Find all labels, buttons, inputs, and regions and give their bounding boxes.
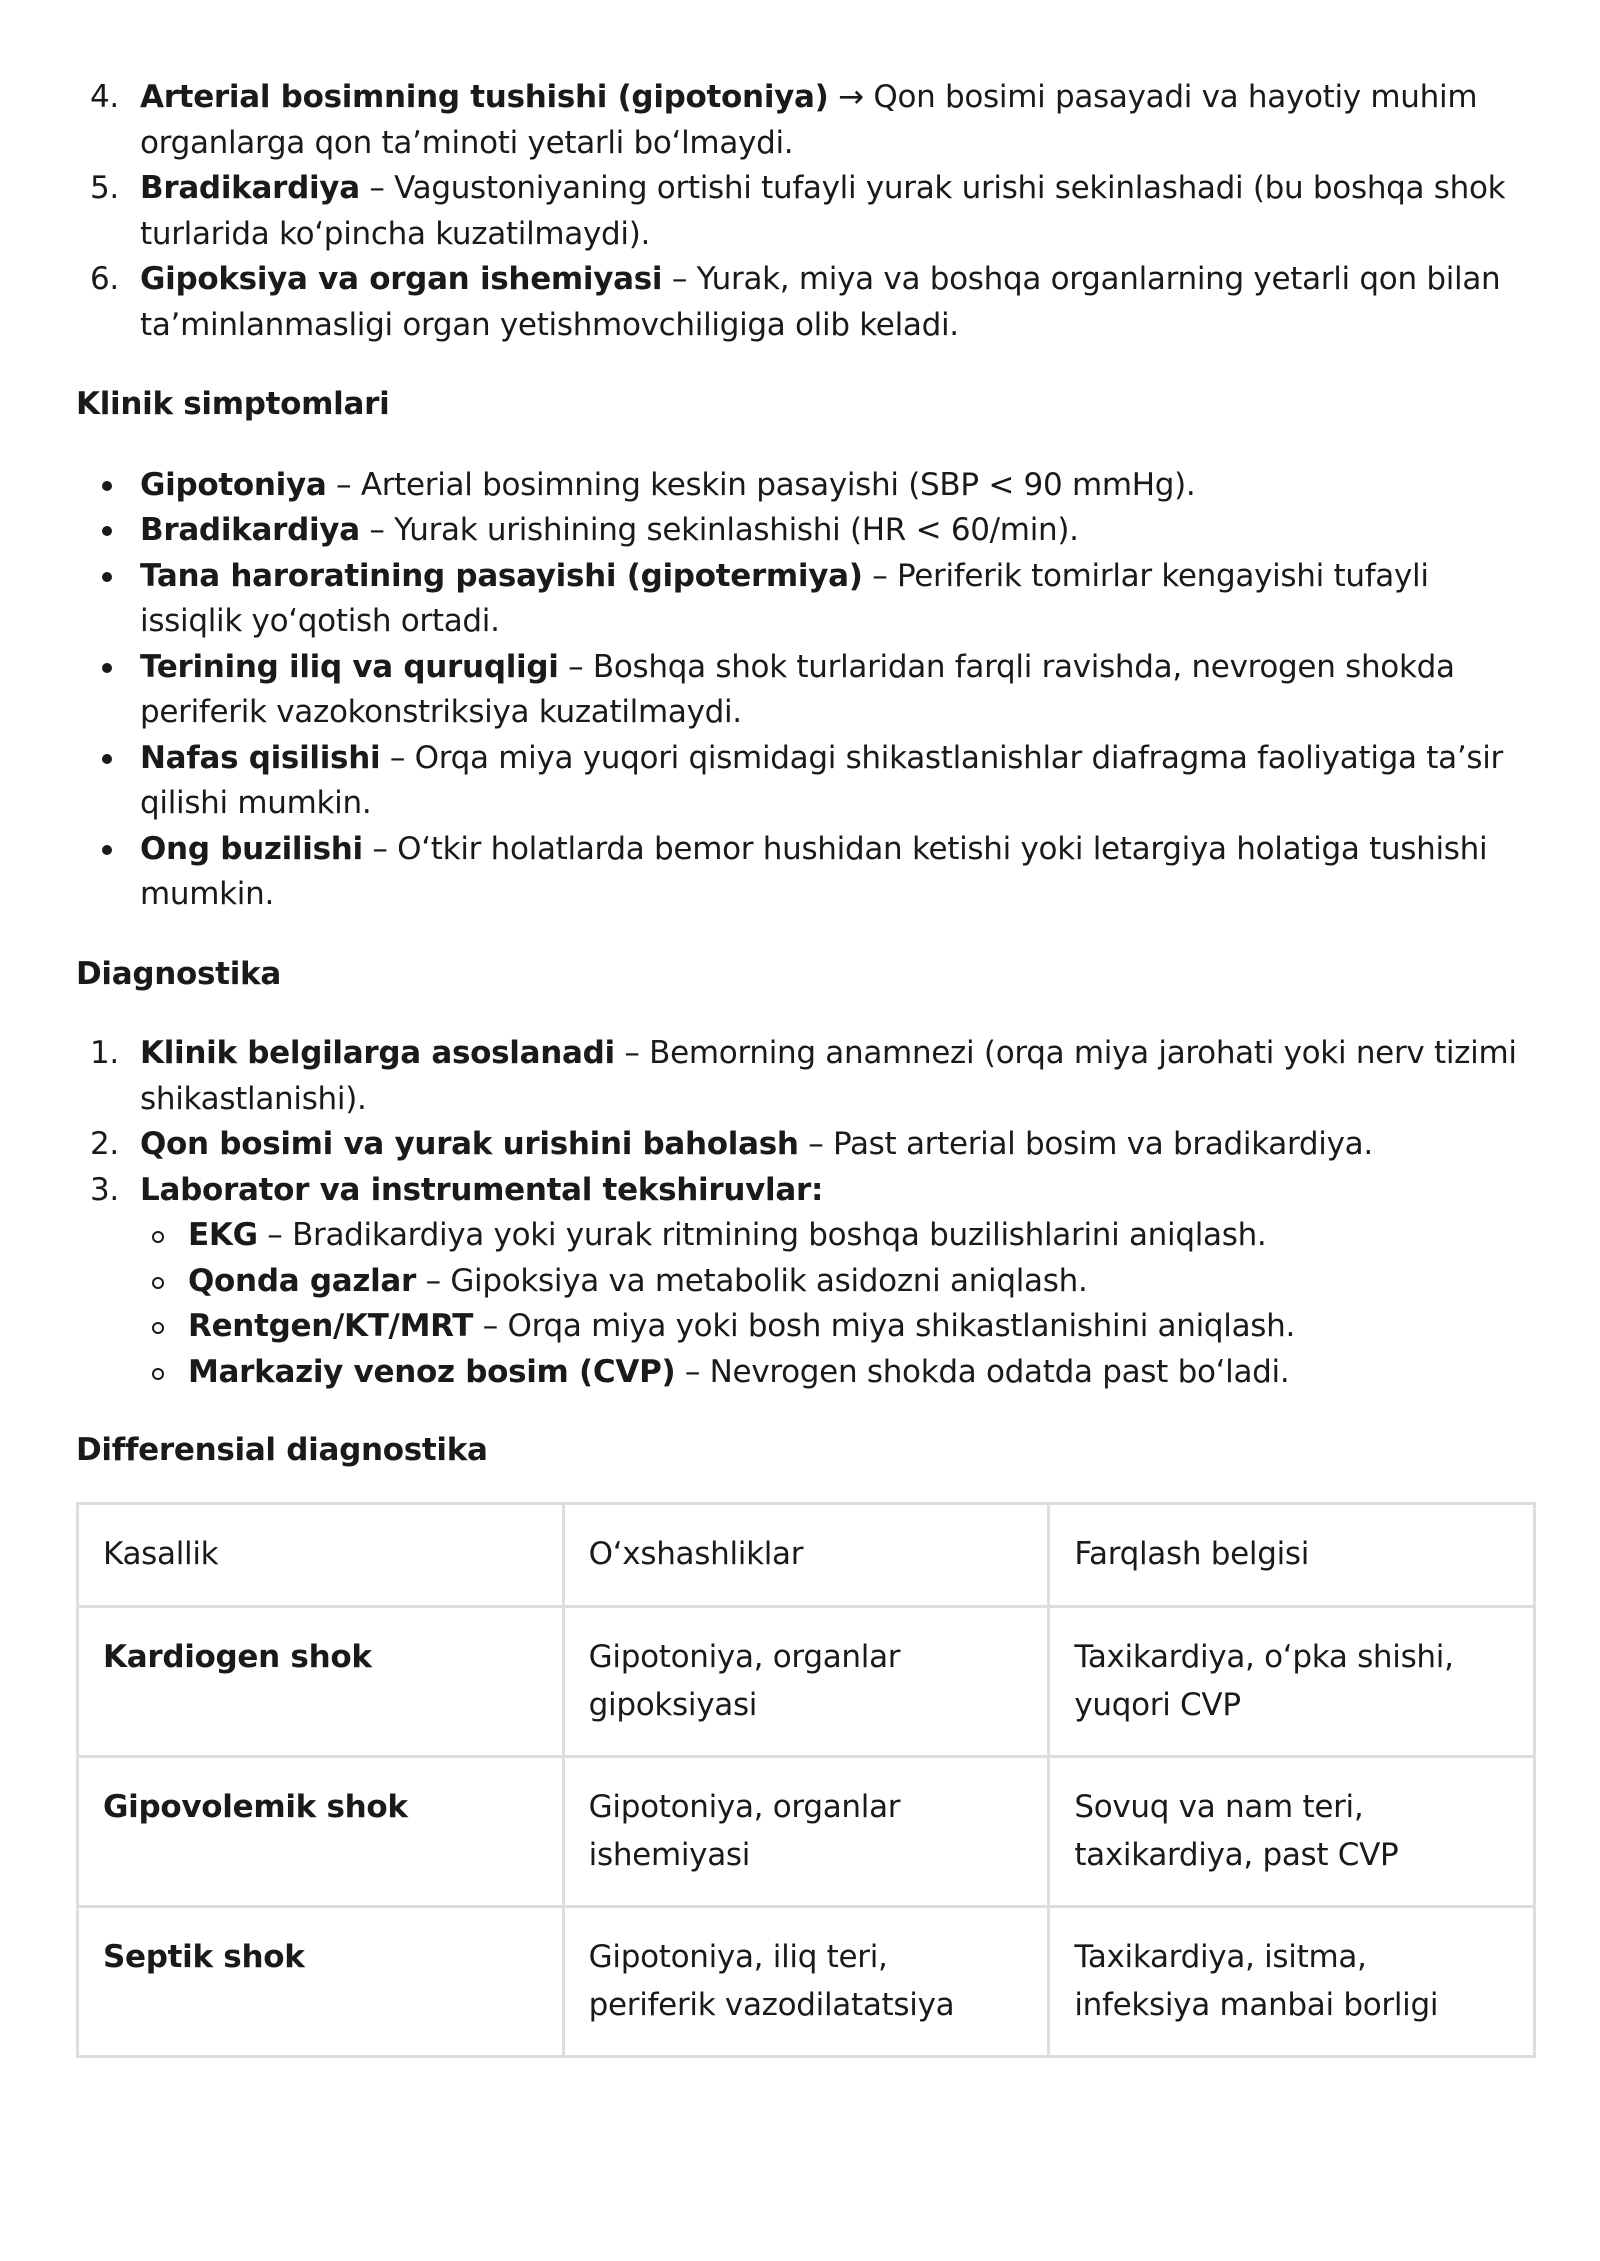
disease-name: Gipovolemik shok — [103, 1788, 408, 1825]
diagnostics-numbered-list — [76, 1031, 1536, 1395]
item-description: Bradikardiya yoki yurak ritmining boshqa buzilishlarini aniqlash. — [292, 1217, 1267, 1253]
list-item — [76, 257, 1536, 348]
separator: – — [257, 1217, 293, 1253]
item-term: Gipotoniya — [140, 466, 327, 503]
sublist-item — [76, 1213, 1536, 1259]
list-item — [76, 463, 1536, 509]
item-term: Bradikardiya — [140, 170, 360, 206]
sublist-item — [76, 1304, 1536, 1350]
item-description: Vagustoniyaning ortishi tufayli yurak urishi sekinlashadi (bu boshqa shok turlarida koʻpincha kuzatilmaydi). — [140, 170, 1506, 252]
item-term: Rentgen/KT/MRT — [188, 1308, 474, 1344]
table-cell-disease — [78, 1606, 564, 1756]
bullet-icon — [102, 754, 112, 764]
section-heading-klinik: Klinik simptomlari — [76, 386, 390, 422]
separator: – — [798, 1126, 833, 1162]
item-term: Tana haroratining pasayishi (gipotermiya) — [140, 557, 863, 594]
hollow-bullet-icon — [152, 1277, 164, 1289]
hollow-bullet-icon — [152, 1322, 164, 1334]
item-term: Arterial bosimning tushishi (gipotoniya) — [140, 79, 829, 115]
item-number: 1. — [90, 1035, 119, 1071]
item-term: Bradikardiya — [140, 512, 360, 548]
list-item — [76, 75, 1536, 166]
separator: – — [359, 170, 395, 206]
item-term: Qonda gazlar — [188, 1262, 417, 1299]
table-cell: Gipotoniya, iliq teri, periferik vazodilatatsiya — [563, 1906, 1049, 2056]
table-cell-disease — [78, 1906, 564, 2056]
list-item — [76, 736, 1536, 827]
disease-name: Kardiogen shok — [103, 1638, 372, 1675]
separator: – — [473, 1308, 508, 1344]
item-number: 3. — [90, 1171, 119, 1208]
table-header-cell: Kasallik — [78, 1503, 564, 1606]
item-term: Laborator va instrumental tekshiruvlar: — [140, 1171, 824, 1208]
item-term: Markaziy venoz bosim (CVP) — [188, 1353, 676, 1390]
disease-name: Septik shok — [103, 1938, 305, 1975]
separator: – — [558, 648, 593, 685]
item-description: Yurak, miya va boshqa organlarning yetarli qon bilan taʼminlanmasligi organ yetishmovchiligiga olib keladi. — [140, 261, 1501, 343]
separator: – — [380, 739, 415, 776]
list-item — [76, 508, 1536, 554]
item-description: Orqa miya yoki bosh miya shikastlanishini aniqlash. — [507, 1308, 1296, 1344]
bullet-icon — [102, 663, 112, 673]
table-row — [78, 1906, 1535, 2056]
table-header-row — [78, 1503, 1535, 1606]
item-description: Periferik tomirlar kengayishi tufayli issiqlik yoʻqotish ortadi. — [140, 557, 1429, 639]
list-item — [76, 827, 1536, 918]
table-cell: Gipotoniya, organlar gipoksiyasi — [563, 1606, 1049, 1756]
item-number: 4. — [90, 79, 119, 115]
separator: – — [675, 1353, 710, 1390]
item-term: Ong buzilishi — [140, 830, 363, 867]
separator: – — [359, 512, 395, 548]
section-heading-differensial: Differensial diagnostika — [76, 1432, 488, 1468]
table-cell: Sovuq va nam teri, taxikardiya, past CVP — [1049, 1756, 1535, 1906]
table-cell: Taxikardiya, isitma, infeksiya manbai borligi — [1049, 1906, 1535, 2056]
item-term: Nafas qisilishi — [140, 739, 381, 776]
item-number: 5. — [90, 170, 119, 206]
separator: – — [326, 466, 361, 503]
table-cell: Taxikardiya, oʻpka shishi, yuqori CVP — [1049, 1606, 1535, 1756]
item-term: Klinik belgilarga asoslanadi — [140, 1035, 615, 1071]
item-description: Bemorning anamnezi (orqa miya jarohati yoki nerv tizimi shikastlanishi). — [140, 1035, 1517, 1117]
item-number: 6. — [90, 261, 119, 297]
table-row — [78, 1606, 1535, 1756]
table-row — [78, 1756, 1535, 1906]
intro-numbered-list — [76, 75, 1536, 348]
item-number: 2. — [90, 1126, 119, 1162]
list-item — [76, 1122, 1536, 1168]
item-description: Boshqa shok turlaridan farqli ravishda, nevrogen shokda periferik vazokonstriksiya kuzatilmaydi. — [140, 648, 1455, 730]
item-description: Gipoksiya va metabolik asidozni aniqlash. — [450, 1262, 1088, 1299]
list-item — [76, 166, 1536, 257]
sublist-item — [76, 1259, 1536, 1305]
sublist-item — [76, 1350, 1536, 1396]
separator: → — [828, 79, 874, 115]
separator: – — [862, 557, 897, 594]
item-description: Orqa miya yuqori qismidagi shikastlanishlar diafragma faoliyatiga taʼsir qilishi mumkin. — [140, 739, 1504, 821]
bullet-icon — [102, 845, 112, 855]
item-description: Oʻtkir holatlarda bemor hushidan ketishi yoki letargiya holatiga tushishi mumkin. — [140, 830, 1488, 912]
separator: – — [416, 1262, 451, 1299]
document-page — [76, 75, 1536, 2058]
item-description: Past arterial bosim va bradikardiya. — [832, 1126, 1373, 1162]
list-item — [76, 554, 1536, 645]
separator: – — [662, 261, 697, 297]
item-term: Gipoksiya va organ ishemiyasi — [140, 261, 663, 297]
table-header-cell: Farqlash belgisi — [1049, 1503, 1535, 1606]
hollow-bullet-icon — [152, 1231, 164, 1243]
list-item — [76, 645, 1536, 736]
item-description: Yurak urishining sekinlashishi (HR < 60/min). — [394, 512, 1079, 548]
item-term: Qon bosimi va yurak urishini baholash — [140, 1126, 799, 1162]
table-cell: Gipotoniya, organlar ishemiyasi — [563, 1756, 1049, 1906]
bullet-icon — [102, 481, 112, 491]
section-heading-diagnostika: Diagnostika — [76, 955, 281, 992]
separator: – — [614, 1035, 650, 1071]
item-description: Arterial bosimning keskin pasayishi (SBP < 90 mmHg). — [360, 466, 1196, 503]
list-item — [76, 1168, 1536, 1396]
symptom-bullet-list — [76, 463, 1536, 918]
bullet-icon — [102, 572, 112, 582]
table-cell-disease — [78, 1756, 564, 1906]
item-description: Qon bosimi pasayadi va hayotiy muhim organlarga qon taʼminoti yetarli boʻlmaydi. — [140, 79, 1478, 161]
bullet-icon — [102, 526, 112, 536]
hollow-bullet-icon — [152, 1368, 164, 1380]
item-term: Terining iliq va quruqligi — [140, 648, 559, 685]
table-header-cell: Oʻxshashliklar — [563, 1503, 1049, 1606]
differential-diagnosis-table — [76, 1502, 1536, 2058]
list-item — [76, 1031, 1536, 1122]
item-term: EKG — [188, 1217, 258, 1253]
item-description: Nevrogen shokda odatda past boʻladi. — [709, 1353, 1290, 1390]
separator: – — [362, 830, 398, 867]
lab-tests-sublist — [140, 1213, 1536, 1395]
